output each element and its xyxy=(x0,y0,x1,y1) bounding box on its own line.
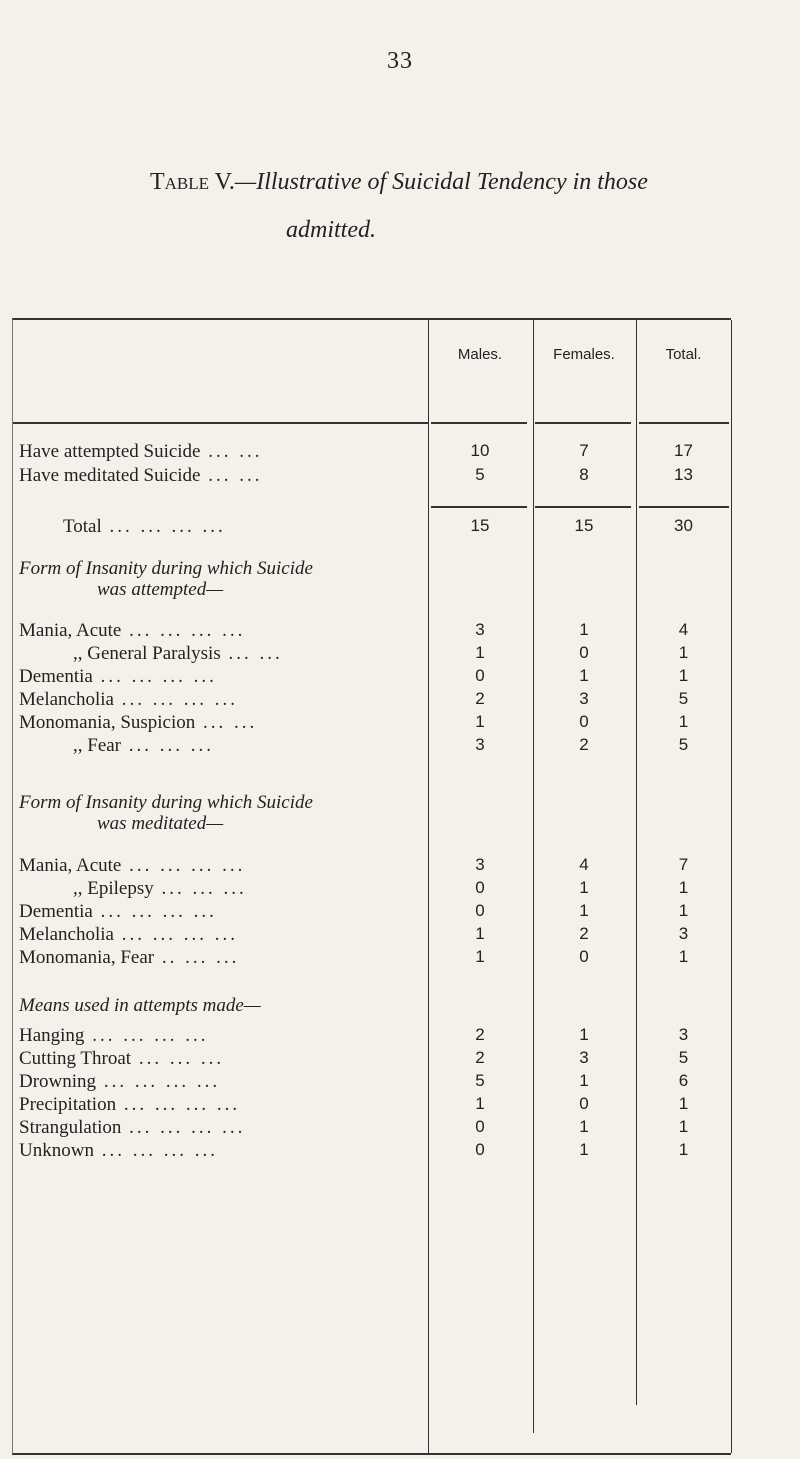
row-label xyxy=(13,689,431,711)
males-value: 2 xyxy=(475,689,485,708)
total-value: 1 xyxy=(678,643,689,662)
males-value: 0 xyxy=(475,666,485,685)
males-value: 0 xyxy=(475,1117,485,1136)
header-rule xyxy=(431,422,527,424)
column-header-total: Total. xyxy=(665,346,702,363)
row-label xyxy=(13,643,485,665)
page-number: 33 xyxy=(387,48,413,74)
total-value: 1 xyxy=(678,878,689,897)
females-value: 2 xyxy=(579,735,589,754)
males-value: 1 xyxy=(475,712,485,731)
row-label xyxy=(13,1140,431,1162)
leader-dots: ... ... ... ... xyxy=(116,1094,241,1115)
total-value: 3 xyxy=(678,1025,689,1044)
row-label xyxy=(13,516,475,538)
leader-dots: ... ... ... ... xyxy=(121,1117,246,1138)
leader-dots: ... ... ... xyxy=(153,878,247,899)
table-row xyxy=(13,689,731,711)
table-row xyxy=(13,1094,731,1116)
leader-dots: ... ... xyxy=(195,712,258,733)
males-value: 10 xyxy=(470,441,490,460)
table-row xyxy=(13,516,731,538)
males-value: 3 xyxy=(475,855,485,874)
males-value: 15 xyxy=(470,516,490,535)
total-value: 1 xyxy=(678,666,689,685)
females-value: 1 xyxy=(579,666,589,685)
row-label xyxy=(13,1071,431,1093)
total-value: 5 xyxy=(678,689,689,708)
table-row xyxy=(13,1140,731,1162)
males-value: 2 xyxy=(475,1048,485,1067)
table-row xyxy=(13,643,731,665)
section-heading-attempted xyxy=(13,558,431,600)
males-value: 1 xyxy=(475,1094,485,1113)
females-value: 1 xyxy=(579,1025,589,1044)
row-label xyxy=(13,735,485,757)
row-label-text: Total xyxy=(63,516,102,537)
females-value: 0 xyxy=(579,643,589,662)
table-row xyxy=(13,735,731,757)
row-label xyxy=(13,1094,431,1116)
females-value: 15 xyxy=(574,516,594,535)
total-rule xyxy=(535,506,631,508)
leader-dots: ... ... ... xyxy=(131,1048,225,1069)
leader-dots: ... ... ... ... xyxy=(121,620,246,641)
leader-dots: ... ... ... xyxy=(121,735,215,756)
row-label xyxy=(13,620,431,642)
section-title-line2: was meditated— xyxy=(97,813,224,834)
females-value: 7 xyxy=(579,441,589,460)
leader-dots: ... ... xyxy=(200,465,263,486)
females-value: 2 xyxy=(579,924,589,943)
leader-dots: ... ... xyxy=(200,441,263,462)
females-value: 1 xyxy=(579,1140,589,1159)
females-value: 8 xyxy=(579,465,589,484)
row-label-text: Strangulation xyxy=(19,1117,122,1138)
row-label xyxy=(13,465,431,487)
males-value: 1 xyxy=(475,947,485,966)
table-caption xyxy=(150,158,760,254)
females-value: 0 xyxy=(579,947,589,966)
row-label-text: ,, Epilepsy xyxy=(73,878,154,899)
row-label xyxy=(13,1048,431,1070)
row-label-text: ,, Fear xyxy=(73,735,122,756)
leader-dots: ... ... ... ... xyxy=(93,1140,218,1161)
males-value: 0 xyxy=(475,1140,485,1159)
total-value: 4 xyxy=(678,620,689,639)
table-row xyxy=(13,878,731,900)
males-value: 1 xyxy=(475,643,485,662)
table-row xyxy=(13,666,731,688)
leader-dots: ... ... ... ... xyxy=(121,855,246,876)
row-label-text: Monomania, Suspicion xyxy=(19,712,196,733)
row-label xyxy=(13,878,485,900)
total-rule xyxy=(431,506,527,508)
females-value: 1 xyxy=(579,901,589,920)
section-heading-meditated xyxy=(13,792,431,834)
row-label xyxy=(13,947,431,969)
males-value: 0 xyxy=(475,878,485,897)
females-value: 1 xyxy=(579,1071,589,1090)
table-row xyxy=(13,712,731,734)
row-label-text: Precipitation xyxy=(19,1094,117,1115)
total-value: 17 xyxy=(674,441,693,460)
header-rule xyxy=(535,422,631,424)
leader-dots: ... ... ... ... xyxy=(96,1071,221,1092)
row-label xyxy=(13,666,431,688)
total-value: 5 xyxy=(678,735,689,754)
males-value: 5 xyxy=(475,1071,485,1090)
females-value: 3 xyxy=(579,689,589,708)
total-value: 13 xyxy=(674,465,693,484)
table-row xyxy=(13,1025,731,1047)
total-value: 5 xyxy=(678,1048,689,1067)
table-row xyxy=(13,1117,731,1139)
row-label-text: Have meditated Suicide xyxy=(19,465,201,486)
header-rule xyxy=(13,422,428,424)
females-value: 4 xyxy=(579,855,589,874)
row-label-text: Dementia xyxy=(19,901,93,922)
total-value: 30 xyxy=(674,516,693,535)
data-table xyxy=(12,318,731,1455)
males-value: 5 xyxy=(475,465,485,484)
row-label-text: Dementia xyxy=(19,666,93,687)
males-value: 0 xyxy=(475,901,485,920)
table-row xyxy=(13,441,731,463)
section-title: Form of Insanity during which Suicide xyxy=(19,558,313,579)
row-label-text: Drowning xyxy=(19,1071,97,1092)
leader-dots: ... ... ... ... xyxy=(113,689,238,710)
females-value: 1 xyxy=(579,878,589,897)
row-label xyxy=(13,441,431,463)
females-value: 0 xyxy=(579,1094,589,1113)
total-value: 1 xyxy=(678,1094,689,1113)
table-row xyxy=(13,901,731,923)
section-heading-means xyxy=(13,995,431,1016)
caption-lead: Table V. xyxy=(150,169,235,195)
males-value: 3 xyxy=(475,620,485,639)
males-value: 1 xyxy=(475,924,485,943)
row-label-text: Unknown xyxy=(19,1140,94,1161)
total-value: 1 xyxy=(678,1117,689,1136)
total-value: 1 xyxy=(678,947,689,966)
table-row xyxy=(13,465,731,487)
row-label-text: Cutting Throat xyxy=(19,1048,132,1069)
leader-dots: ... ... ... ... xyxy=(92,901,217,922)
row-label-text: Mania, Acute xyxy=(19,855,122,876)
total-value: 1 xyxy=(678,1140,689,1159)
males-value: 3 xyxy=(475,735,485,754)
total-value: 1 xyxy=(678,712,689,731)
caption-title: —Illustrative of Suicidal Tendency in those xyxy=(234,169,648,195)
females-value: 0 xyxy=(579,712,589,731)
row-label-text: Mania, Acute xyxy=(19,620,122,641)
leader-dots: .. ... ... xyxy=(154,947,240,968)
row-label xyxy=(13,924,431,946)
table-row xyxy=(13,855,731,877)
total-value: 1 xyxy=(678,901,689,920)
table-row xyxy=(13,947,731,969)
row-label-text: ,, General Paralysis xyxy=(73,643,221,664)
total-value: 6 xyxy=(678,1071,689,1090)
section-title: Form of Insanity during which Suicide xyxy=(19,792,313,813)
header-rule xyxy=(639,422,729,424)
section-title-line2: was attempted— xyxy=(97,579,224,600)
row-label xyxy=(13,855,431,877)
row-label xyxy=(13,1025,431,1047)
column-header-males: Males. xyxy=(457,346,503,363)
row-label-text: Monomania, Fear xyxy=(19,947,155,968)
total-value: 7 xyxy=(678,855,689,874)
row-label-text: Melancholia xyxy=(19,689,114,710)
row-label xyxy=(13,1117,431,1139)
column-header-females: Females. xyxy=(553,346,615,363)
row-label-text: Have attempted Suicide xyxy=(19,441,201,462)
leader-dots: ... ... ... ... xyxy=(113,924,238,945)
females-value: 1 xyxy=(579,620,589,639)
table-row xyxy=(13,1048,731,1070)
leader-dots: ... ... ... ... xyxy=(84,1025,209,1046)
leader-dots: ... ... ... ... xyxy=(92,666,217,687)
row-label-text: Hanging xyxy=(19,1025,85,1046)
leader-dots: ... ... ... ... xyxy=(101,516,226,537)
females-value: 3 xyxy=(579,1048,589,1067)
caption-title-line2: admitted. xyxy=(286,217,376,243)
row-label xyxy=(13,901,431,923)
total-rule xyxy=(639,506,729,508)
row-label-text: Melancholia xyxy=(19,924,114,945)
females-value: 1 xyxy=(579,1117,589,1136)
leader-dots: ... ... xyxy=(220,643,283,664)
table-row xyxy=(13,620,731,642)
row-label xyxy=(13,712,431,734)
table-row xyxy=(13,924,731,946)
table-row xyxy=(13,1071,731,1093)
section-title: Means used in attempts made— xyxy=(19,995,261,1016)
table-right-border xyxy=(731,320,732,1453)
males-value: 2 xyxy=(475,1025,485,1044)
total-value: 3 xyxy=(678,924,689,943)
